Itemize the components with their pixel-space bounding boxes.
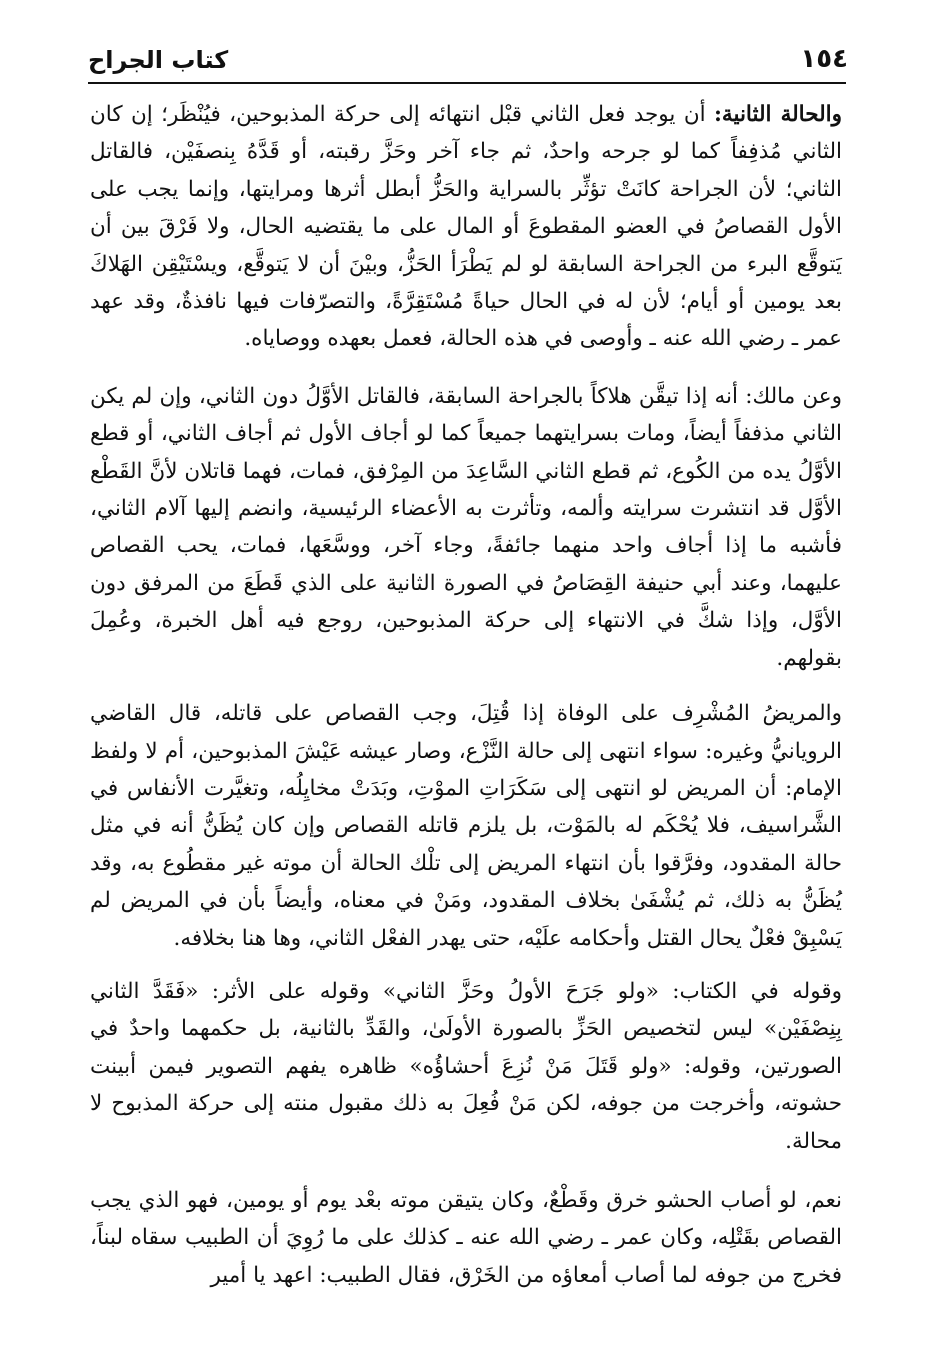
paragraph-3 bbox=[90, 695, 842, 957]
page-number: ١٥٤ bbox=[800, 44, 848, 74]
paragraph-1-text: أن يوجد فعل الثاني قبْل انتهائه إلى حركة المذبوحين، فيُنْظَر؛ إن كان الثاني مُذفِفاً كما لو جرحه واحدٌ، ثم جاء آخر وحَزَّ رقبته، أو قَدَّهُ بِنصفَيْن، فالقاتل الثاني؛ لأن الجراحة كانَتْ تؤثِّر بالسراية والحَزُّ أبطل أثرها ومرايتها، وإنما يجب على الأول القصاصُ في العضو المقطوعَ أو المال على ما يقتضيه الحال، ولا فَرْقَ بين أن يَتوقَّع البرء من الجراحة السابقة لو لم يَطْرَأ الحَزُّ، وبيْنَ أن لا يَتوقَّع، ويسْتَيْقِن الهَلاكَ بعد يومين أو أيام؛ لأن له في الحال حياةً مُسْتَقِرَّةً، والتصرّفات فيها نافذةٌ، وقد عهد عمر ـ رضي الله عنه ـ وأوصى في هذه الحالة، فعمل بعهده ووصاياه. bbox=[90, 102, 842, 352]
paragraph-5 bbox=[90, 1182, 842, 1294]
header-rule bbox=[88, 82, 846, 84]
paragraph-3-text: والمريضُ المُشْرِف على الوفاة إذا قُتِلَ، وجب القصاص على قاتله، قال القاضي الرويانيُّ وغيره: سواء انتهى إلى حالة النَّزْع، وصار عيشه عَيْشَ المذبوحين، أم لا ولفظ الإمام: أن المريض لو انتهى إلى سَكَرَاتِ الموْتِ، وبَدَتْ مخايِلُه، وتغيَّرت الأنفاس في الشَّراسيف، فلا يُحْكَم له بالمَوْت، بل يلزم قاتله القصاص وإن كان يُظَنُّ أنه في مثل حالة المقدود، وفرَّقوا بأن انتهاء المريض إلى تلْك الحالة أن موته غير مقطُوع به، وقد يُظَنُّ به ذلك، ثم يُشْفَىٰ بخلاف المقدود، ومَنْ في معناه، وأيضاً بأن في المريض لم يَسْبِقْ فعْلٌ يحال القتل وأحكامه علَيْه، حتى يهدر الفعْل الثاني، وها هنا بخلافه. bbox=[90, 701, 842, 951]
body-text bbox=[90, 96, 842, 1312]
paragraph-2 bbox=[90, 378, 842, 677]
paragraph-1 bbox=[90, 96, 842, 358]
paragraph-1-lead: والحالة الثانية: bbox=[714, 102, 842, 127]
paragraph-5-text: نعم، لو أصاب الحشو خرق وقَطْعٌ، وكان يتيقن موته بعْد يوم أو يومين، فهو الذي يجب القصاص بقَتْلِه، وكان عمر ـ رضي الله عنه ـ كذلك على ما رُوِيَ أن الطبيب سقاه لبناً، فخرج من جوفه لما أصاب أمعاؤه من الخَرْق، فقال الطبيب: اعهد يا أمير bbox=[90, 1187, 842, 1288]
paragraph-2-text: وعن مالك: أنه إذا تيقَّن هلاكاً بالجراحة السابقة، فالقاتل الأوَّلُ دون الثاني، وإن لم يكن الثاني مذففاً أيضاً، ومات بسرايتهما جميعاً كما لو أجاف الأول ثم أجاف الثاني، أو قطع الأوَّلُ يده من الكُوع، ثم قطع الثاني السَّاعِدَ من المِرْفق، فمات، فهما قاتلان لأنَّ القَطْع الأوَّل قد انتشرت سرايته وألمه، وتأثرت به الأعضاء الرئيسية، وانضم إليها آلام الثاني، فأشبه ما إذا أجاف واحد منهما جائفةً، وجاء آخر، ووسَّعَها، فمات، يحب القصاص عليهما، وعند أبي حنيفة القِصَاصُ في الصورة الثانية على الذي قَطَعَ من المرفق دون الأوَّل، وإذا شكَّ في الانتهاء إلى حركة المذبوحين، روجع فيه أهل الخبرة، وعُمِلَ بقولهم. bbox=[90, 383, 842, 671]
paragraph-4 bbox=[90, 973, 842, 1160]
page-header bbox=[88, 34, 848, 74]
paragraph-4-text: وقوله في الكتاب: «ولو جَرَحَ الأولُ وحَزَّ الثاني» وقوله على الأثر: «فَقَدَّ الثاني بِنِصْفَيْن» ليس لتخصيص الحَزِّ بالصورة الأولَىٰ، والقَدِّ بالثانية، بل حكمهما واحدٌ في الصورتين، وقوله: «ولو قَتَلَ مَنْ نُزِعَ أحشاؤُه» ظاهره يفهم التصوير فيمن أبينت حشوته، وأخرجت من جوفه، لكن مَنْ فُعِلَ به ذلك مقبول منته إلى حركة المذبوح لا محالة. bbox=[90, 978, 842, 1154]
running-title: كتاب الجراح bbox=[88, 46, 229, 74]
